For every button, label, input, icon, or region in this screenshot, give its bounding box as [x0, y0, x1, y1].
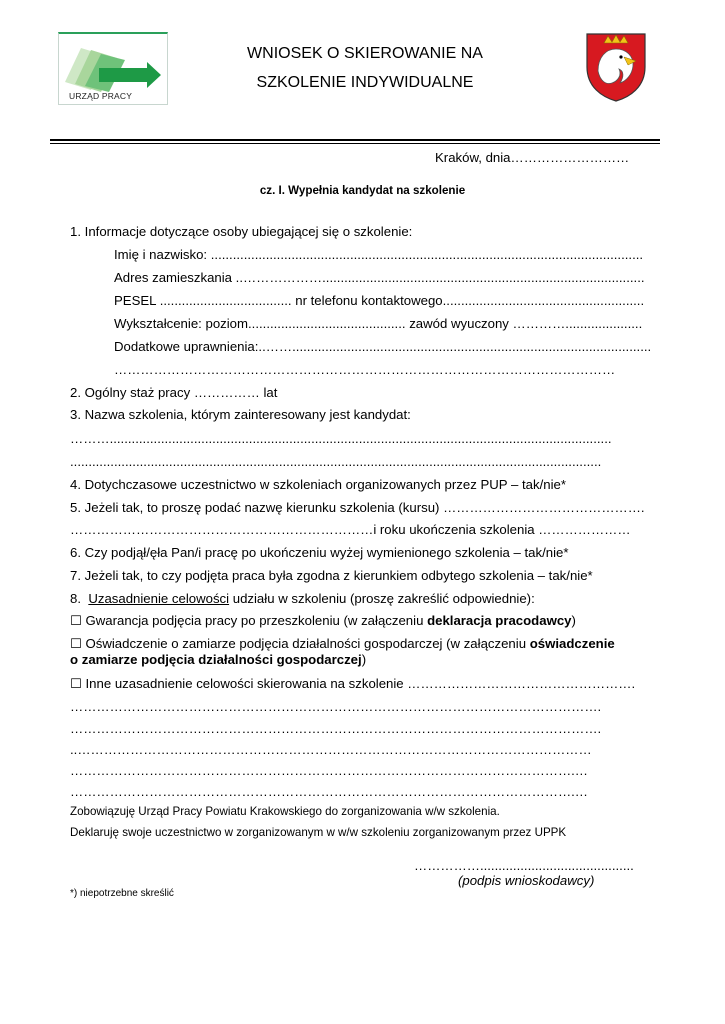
option2-end: )	[361, 652, 367, 667]
commitment-participation: Deklaruję swoje uczestnictwo w zorganizowanym w w/w szkoleniu zorganizowanym przez UPPK	[70, 826, 567, 839]
q7-job-matches-training: 7. Jeżeli tak, to czy podjęta praca była zgodna z kierunkiem odbytego szkolenia – tak/nie*	[70, 568, 593, 583]
q5-completion-year[interactable]: ……………………………………………………………i roku ukończenia szkolenia …………………	[70, 522, 631, 537]
extra-qualifications-field[interactable]: Dodatkowe uprawnienia:..……..................................................................................................	[114, 339, 652, 354]
option2-text: ☐ Oświadczenie o zamiarze podjęcia działalności gospodarczej (w załączeniu	[70, 636, 530, 651]
date-line: Kraków, dnia………………………	[435, 150, 630, 165]
q8-rest: udziału w szkoleniu (proszę zakreślić odpowiednie):	[229, 591, 535, 606]
option1-text: ☐ Gwarancja podjęcia pracy po przeszkoleniu (w załączeniu	[70, 613, 428, 628]
option2-bold1: oświadczenie	[529, 636, 615, 651]
option1-end: )	[571, 613, 576, 628]
justification-line-3[interactable]: ..………………………………………………………………………………………………………	[70, 742, 592, 757]
form-title-line2: SZKOLENIE INDYWIDUALNE	[256, 74, 474, 91]
q3-line-1[interactable]: ……….........................................................................................................................................	[70, 431, 612, 446]
q1-heading: 1. Informacje dotyczące osoby ubiegającej się o szkolenie:	[70, 224, 413, 239]
justification-line-5[interactable]: …………………………………………………………………………………………………….…	[70, 784, 588, 799]
address-field[interactable]: Adres zamieszkania ..………………........................................................................................	[114, 270, 645, 285]
header-rule-thin	[50, 143, 660, 144]
option1-bold: deklaracja pracodawcy	[427, 613, 572, 628]
education-field[interactable]: Wykształcenie: poziom........................................... zawód wyuczony ………….....................	[114, 316, 643, 331]
option-employment-guarantee[interactable]	[70, 613, 576, 629]
signature-line[interactable]: ……………..........................................	[414, 858, 634, 873]
q2-work-experience[interactable]: 2. Ogólny staż pracy …………… lat	[70, 385, 278, 400]
section-title: cz. I. Wypełnia kandydat na szkolenie	[259, 184, 466, 197]
q6-job-after-training: 6. Czy podjął/ęła Pan/i pracę po ukończeniu wyżej wymienionego szkolenia – tak/nie*	[70, 545, 569, 560]
justification-line-4[interactable]: …………………………………………………………………………………………………….…	[70, 763, 588, 778]
q5-training-direction[interactable]: 5. Jeżeli tak, to proszę podać nazwę kierunku szkolenia (kursu) ……………………………………….	[70, 500, 645, 515]
extra-qualifications-continuation[interactable]: ……………………………………………………………………………………………………	[114, 362, 616, 377]
q4-previous-trainings: 4. Dotychczasowe uczestnictwo w szkoleniach organizowanych przez PUP – tak/nie*	[70, 477, 566, 492]
commitment-organization: Zobowiązuję Urząd Pracy Powiatu Krakowskiego do zorganizowania w/w szkolenia.	[70, 805, 500, 818]
option-other-justification[interactable]: ☐ Inne uzasadnienie celowości skierowania na szkolenie …………………………………………….	[70, 676, 636, 691]
header-rule-thick	[50, 139, 660, 141]
form-title-line1: WNIOSEK O SKIEROWANIE NA	[247, 45, 483, 62]
coat-of-arms-icon	[584, 31, 648, 103]
justification-line-1[interactable]: ………………………………………………………………………………………………………….	[70, 699, 602, 714]
q8-heading	[70, 591, 535, 607]
urzad-pracy-logo	[58, 32, 168, 105]
logo-label: URZĄD PRACY	[69, 91, 133, 101]
q3-line-2[interactable]: .................................................................................................................................................	[70, 454, 602, 469]
signature-label: (podpis wnioskodawcy)	[458, 873, 595, 888]
pesel-phone-field[interactable]: PESEL .................................... nr telefonu kontaktowego.......................................................	[114, 293, 645, 308]
name-field[interactable]: Imię i nazwisko: ......................................................................................................................	[114, 247, 644, 262]
justification-line-2[interactable]: ………………………………………………………………………………………………………….	[70, 721, 602, 736]
q3-training-name: 3. Nazwa szkolenia, którym zainteresowany jest kandydat:	[70, 407, 411, 422]
option2-bold2: o zamiarze podjęcia działalności gospodarczej	[70, 652, 362, 667]
logo-arrows-icon	[59, 34, 167, 94]
q8-underlined: Uzasadnienie celowości	[88, 591, 230, 606]
footnote: *) niepotrzebne skreślić	[70, 888, 174, 899]
option-business-declaration[interactable]	[70, 636, 656, 668]
q8-number: 8.	[70, 591, 89, 606]
